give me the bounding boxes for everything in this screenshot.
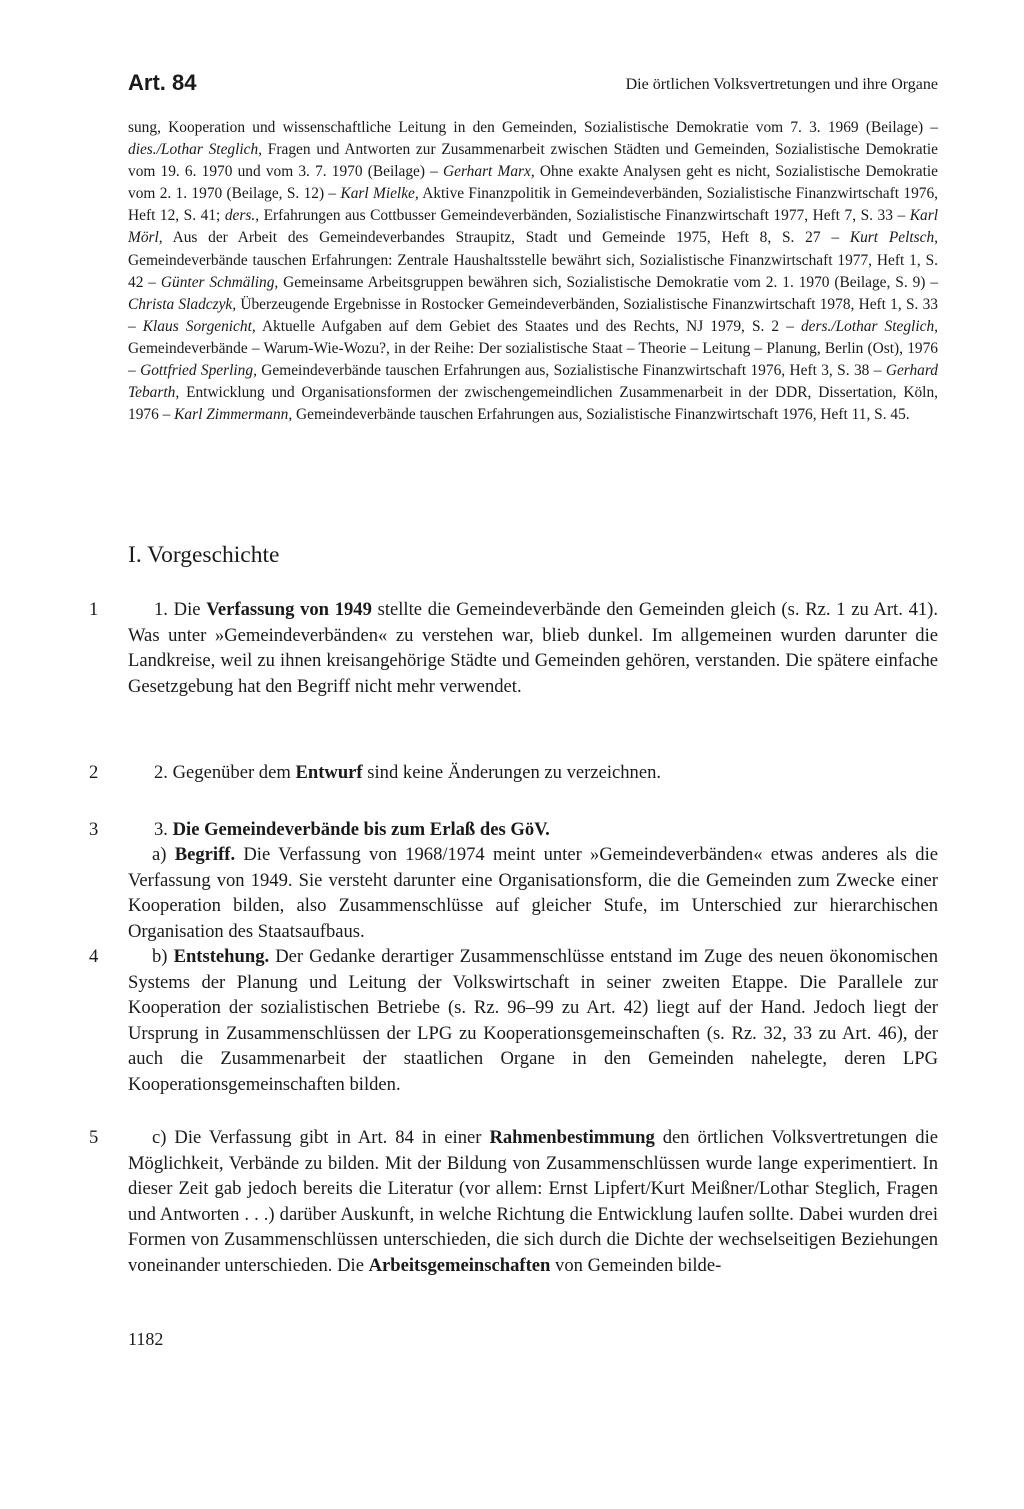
author-name: Gerhard Tebarth, [128, 362, 938, 402]
text-run: , Erfahrungen aus Cottbusser Gemeindeverbänden, Sozialistische Finanzwirtschaft 1977, Heft 7, S. 33 – [255, 207, 910, 225]
running-title: Die örtlichen Volksvertretungen und ihre Organe [625, 76, 938, 93]
paragraph-1 [128, 597, 938, 699]
author-name: Karl Mörl, [128, 207, 938, 247]
text-run: Ohne exakte Analysen geht es nicht, Sozialistische Demokratie vom 2. 1. 1970 (Beilage, S. 12) – [128, 163, 939, 203]
text-run: Entwicklung und Organisationsformen der zwischengemeindlichen Zusammenarbeit in der DDR, Dissertation, Köln, 1976 – [128, 384, 938, 424]
paragraph-3-heading [128, 817, 938, 843]
author-name: dies./Lothar Steglich, [128, 141, 263, 159]
paragraph-5 [128, 1125, 938, 1279]
text-run: 3. [154, 819, 173, 840]
paragraph-3a [128, 842, 938, 944]
bold-term: Rahmenbestimmung [489, 1127, 655, 1148]
bold-term: Verfassung von 1949 [206, 599, 372, 620]
text-run: Überzeugende Ergebnisse in Rostocker Gemeindeverbänden, Sozialistische Finanzwirtschaft 1978, Heft 1, S. 33 – [128, 295, 938, 335]
margin-number-5: 5 [89, 1127, 99, 1148]
bibliography-block [128, 117, 938, 426]
author-name: Kurt Peltsch, [849, 229, 938, 247]
author-name: Gerhart Marx, [443, 163, 535, 181]
paragraph-4 [128, 944, 938, 1098]
text-run: Gemeinsame Arbeitsgruppen bewähren sich, Sozialistische Demokratie vom 2. 1. 1970 (Beilage, S. 9) – [278, 273, 938, 291]
margin-number-2: 2 [89, 762, 99, 783]
text-run: Aktuelle Aufgaben auf dem Gebiet des Staates und des Rechts, NJ 1979, S. 2 – [255, 317, 801, 335]
text-run: den örtlichen Volksvertretungen die Möglichkeit, Verbände zu bilden. Mit der Bildung von Zusammenschlüssen wurde lange experimentiert. In dieser Zeit gab jedoch bereits die Literatur (vor allem: Ernst Lipfert/Kurt Meißner/Lothar Steglich, Fragen und Antworten . . .) darüber Auskunft, in welche Richtung die Entwicklung laufen sollte. Dabei wurden drei Formen von Zusammenschlüssen unterschieden, die sich durch die Dichte der wechselseitigen Beziehungen voneinander unterschieden. Die [128, 1127, 938, 1276]
author-name: Karl Zimmermann, [174, 406, 293, 424]
text-run: Gemeindeverbände tauschen Erfahrungen: Zentrale Haushaltsstelle bewährt sich, Sozialistische Finanzwirtschaft 1977, Heft 1, S. 42 – [128, 251, 938, 291]
bold-term: Die Gemeindeverbände bis zum Erlaß des GöV. [172, 819, 550, 840]
margin-number-3: 3 [89, 819, 99, 840]
article-label: Art. 84 [128, 70, 197, 95]
text-run: Aus der Arbeit des Gemeindeverbandes Straupitz, Stadt und Gemeinde 1975, Heft 8, S. 27 – [162, 229, 850, 247]
author-name: ders./Lothar Steglich, [800, 317, 938, 335]
bold-term: Arbeitsgemeinschaften [368, 1254, 551, 1276]
text-run: 1. Die [154, 599, 207, 620]
text-run: Der Gedanke derartiger Zusammenschlüsse entstand im Zuge des neuen ökonomischen Systems der Planung und Leitung der Volkswirtschaft in seiner zweiten Etappe. Die Parallele zur Kooperation der sozialistischen Betriebe (s. Rz. 96–99 zu Art. 42) liegt auf der Hand. Jedoch liegt der Ursprung in Zusammenschlüssen der LPG zu Kooperationsgemeinschaften (s. Rz. 32, 33 zu Art. 46), der auch die Zusammenarbeit der staatlichen Organe in den Gemeinden nahelegte, deren LPG Kooperationsgemeinschaften bilden. [128, 946, 939, 1095]
author-name: Gottfried Sperling, [140, 362, 257, 380]
margin-number-4: 4 [89, 946, 99, 967]
bold-term: Entstehung. [173, 946, 270, 967]
text-run: von Gemeinden bilde- [550, 1254, 722, 1276]
text-run: a) [152, 844, 175, 865]
text-run: Gemeindeverbände tauschen Erfahrungen aus, Sozialistische Finanzwirtschaft 1976, Heft 3, S. 38 – [256, 362, 886, 380]
text-run: b) [152, 946, 174, 967]
bold-term: Entwurf [295, 762, 363, 783]
author-name: Klaus Sorgenicht, [142, 317, 256, 335]
text-run: c) Die Verfassung gibt in Art. 84 in einer [152, 1127, 490, 1148]
text-run: Aktive Finanzpolitik in Gemeindeverbänden, Sozialistische Finanzwirtschaft 1976, Heft 12, S. 41; [128, 185, 938, 225]
text-run: sind keine Änderungen zu verzeichnen. [362, 762, 662, 783]
text-run: Die Verfassung von 1968/1974 meint unter »Gemeindeverbänden« etwas anderes als die Verfassung von 1949. Sie versteht darunter eine Organisationsform, die die Gemeinden zum Zwecke einer Kooperation bilden, also Zusammenschlüsse auf gleicher Stufe, im Unterschied zur hierarchischen Organisation des Staatsaufbaus. [128, 844, 939, 942]
section-heading: I. Vorgeschichte [128, 542, 280, 568]
margin-number-1: 1 [89, 599, 99, 620]
paragraph-2 [128, 760, 938, 786]
text-run: sung, Kooperation und wissenschaftliche Leitung in den Gemeinden, Sozialistische Demokratie vom 7. 3. 1969 (Beilage) – [128, 119, 938, 136]
text-run: Fragen und Antworten zur Zusammenarbeit zwischen Städten und Gemeinden, Sozialistische Demokratie vom 19. 6. 1970 und vom 3. 7. 1970 (Beilage) – [128, 141, 938, 181]
author-name: Günter Schmäling, [160, 273, 279, 291]
text-run: Gemeindeverbände tauschen Erfahrungen aus, Sozialistische Finanzwirtschaft 1976, Heft 11, S. 45. [292, 406, 910, 424]
author-name: ders. [224, 207, 256, 225]
bold-term: Begriff. [174, 844, 236, 865]
author-name: Christa Sladczyk, [128, 295, 237, 313]
page-number: 1182 [128, 1329, 164, 1349]
author-name: Karl Mielke, [340, 185, 419, 203]
text-run: stellte die Gemeindeverbände den Gemeinden gleich (s. Rz. 1 zu Art. 41). Was unter »Gemeindeverbänden« zu verstehen war, blieb dunkel. Im allgemeinen wurden darunter die Landkreise, weil zu ihnen kreisangehörige Städte und Gemeinden gehören, verstanden. Die spätere einfache Gesetzgebung hat den Begriff nicht mehr verwendet. [128, 599, 938, 697]
text-run: 2. Gegenüber dem [154, 762, 296, 783]
text-run: Gemeindeverbände – Warum-Wie-Wozu?, in der Reihe: Der sozialistische Staat – Theorie – Leitung – Planung, Berlin (Ost), 1976 – [128, 339, 938, 380]
